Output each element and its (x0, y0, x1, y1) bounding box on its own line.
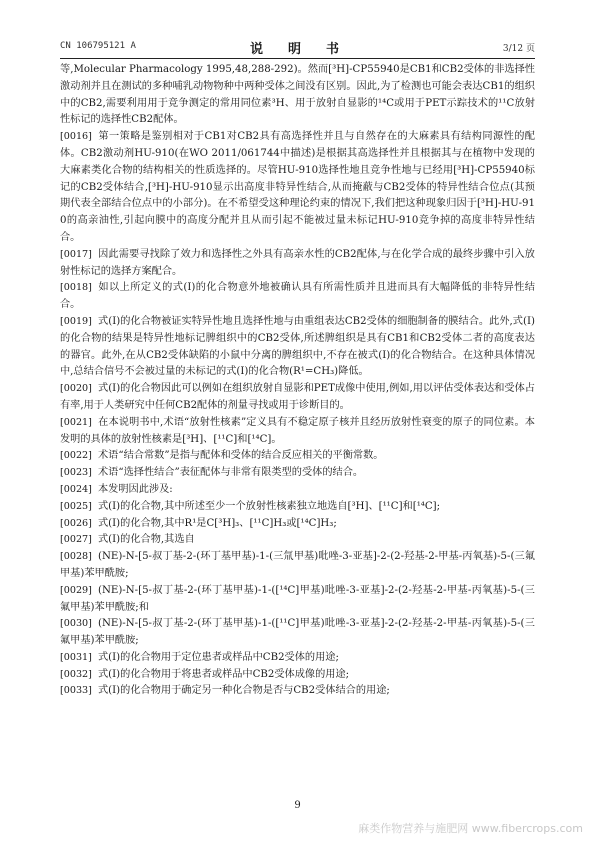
paragraph-text: 式(I)的化合物,其中R¹是C[³H]₃、[¹¹C]H₃或[¹⁴C]H₃; (98, 517, 337, 529)
watermark: 麻类作物营养与施肥网 www.fibercrops.com (358, 822, 583, 835)
paragraph-text: 式(I)的化合物因此可以例如在组织放射自显影和PET成像中使用,例如,用以评估受体表达和受体占有率,用于人类研究中任何CB2配体的剂量寻找或用于诊断目的。 (60, 383, 535, 411)
paragraph-text: 式(I)的化合物用于将患者或样品中CB2受体成像的用途; (98, 668, 350, 680)
paragraph (60, 448, 535, 465)
paragraph-number: [0016] (60, 131, 92, 143)
paragraph-number: [0018] (60, 282, 92, 294)
paragraph-number: [0022] (60, 450, 92, 462)
paragraph (60, 62, 535, 129)
paragraph-text: 术语“结合常数”是指与配体和受体的结合反应相关的平衡常数。 (98, 450, 384, 462)
paragraph-text: 术语“选择性结合”表征配体与非常有限类型的受体的结合。 (98, 467, 364, 479)
paragraph-number: [0026] (60, 517, 92, 529)
paragraph-text: (NE)-N-[5-叔丁基-2-(环丁基甲基)-1-([¹¹C]甲基)吡唑-3-亚基]-2-(2-羟基-2-甲基-丙氧基)-5-(三氟甲基)苯甲酰胺; (60, 618, 535, 647)
document-body (60, 62, 535, 700)
paragraph (60, 583, 535, 617)
paragraph-number: [0021] (60, 416, 92, 428)
paragraph-number: [0020] (60, 383, 92, 395)
paragraph-text: (NE)-N-[5-叔丁基-2-(环丁基甲基)-1-([¹⁴C]甲基)吡唑-3-亚基]-2-(2-羟基-2-甲基-丙氧基)-5-(三氟甲基)苯甲酰胺;和 (60, 584, 535, 613)
paragraph-number: [0025] (60, 500, 92, 512)
paragraph (60, 616, 535, 650)
paragraph-text: 如以上所定义的式(I)的化合物意外地被确认具有所需性质并且进而具有大幅降低的非特异性结合。 (60, 282, 535, 311)
header-rule (60, 58, 535, 59)
document-title: 说 明 书 (249, 42, 345, 57)
paragraph-text: 因此需要寻找除了效力和选择性之外具有高亲水性的CB2配体,与在化学合成的最终步骤中引入放射性标记的选择方案配合。 (60, 248, 535, 277)
paragraph (60, 667, 535, 684)
paragraph-text: 等,Molecular Pharmacology 1995,48,288-292)。然而[³H]-CP55940是CB1和CB2受体的非选择性激动剂并且在测试的多种哺乳动物物种中两种受体之间没有区别。因此,为了检测也可能会表达CB1的组织中的CB2,需要利用用于竞争测定的常用同位素³H、用于放射自显影的¹⁴C或用于PET示踪技术的¹¹C放射性标记的选择性CB2配体。 (60, 64, 535, 126)
page-number: 9 (294, 800, 301, 811)
paragraph (60, 280, 535, 314)
paragraph (60, 415, 535, 449)
document-number: CN 106795121 A (60, 41, 136, 51)
paragraph-number: [0027] (60, 534, 92, 546)
page-info: 3/12 页 (502, 44, 535, 54)
paragraph-number: [0028] (60, 551, 92, 563)
paragraph (60, 650, 535, 667)
paragraph-number: [0032] (60, 668, 92, 680)
paragraph-number: [0023] (60, 467, 92, 479)
paragraph (60, 129, 535, 247)
paragraph-number: [0024] (60, 483, 92, 495)
paragraph (60, 532, 535, 549)
paragraph (60, 499, 535, 516)
paragraph (60, 482, 535, 499)
paragraph-number: [0019] (60, 315, 92, 327)
paragraph (60, 683, 535, 700)
paragraph-number: [0033] (60, 685, 92, 697)
paragraph-text: 本发明因此涉及: (98, 483, 173, 495)
paragraph-text: 式(I)的化合物被证实特异性地且选择性地与由重组表达CB2受体的细胞制备的膜结合。此外,式(I)的化合物的结果是特异性地标记脾组织中的CB2受体,所述脾组织是具有CB1和CB2受体二者的高度表达的器官。此外,在从CB2受体缺陷的小鼠中分离的脾组织中,不存在被式(I)的化合物结合。在这种具体情况中,总结合信号不会被过量的未标记的式(I)的化合物(R¹=CH₃)降低。 (60, 315, 535, 378)
paragraph (60, 247, 535, 281)
paragraph-text: (NE)-N-[5-叔丁基-2-(环丁基甲基)-1-(三氚甲基)吡唑-3-亚基]-2-(2-羟基-2-甲基-丙氧基)-5-(三氟甲基)苯甲酰胺; (60, 551, 535, 579)
paragraph (60, 465, 535, 482)
paragraph-text: 式(I)的化合物用于确定另一种化合物是否与CB2受体结合的用途; (98, 685, 390, 697)
paragraph-number: [0029] (60, 584, 92, 596)
paragraph-text: 式(I)的化合物,其中所述至少一个放射性核素独立地选自[³H]、[¹¹C]和[¹⁴C]; (98, 500, 441, 512)
paragraph (60, 516, 535, 533)
paragraph-text: 式(I)的化合物,其选自 (98, 534, 195, 546)
paragraph (60, 314, 535, 381)
paragraph-text: 式(I)的化合物用于定位患者或样品中CB2受体的用途; (98, 651, 339, 663)
paragraph (60, 381, 535, 415)
paragraph-number: [0030] (60, 618, 92, 630)
paragraph-number: [0031] (60, 651, 92, 663)
paragraph-text: 在本说明书中,术语“放射性核素”定义具有不稳定原子核并且经历放射性衰变的原子的同位素。本发明的具体的放射性核素是[³H]、[¹¹C]和[¹⁴C]。 (60, 416, 535, 445)
paragraph-number: [0017] (60, 248, 92, 260)
page-header (60, 38, 535, 56)
paragraph (60, 549, 535, 583)
paragraph-text: 第一策略是鉴别相对于CB1对CB2具有高选择性并且与自然存在的大麻素具有结构同源性的配体。CB2激动剂HU-910(在WO 2011/061744中描述)是根据其高选择性并且根据其与在植物中发现的大麻素类化合物的结构相关的性质选择的。尽管HU-910选择性地且竞争性地与已经用[³H]-CP55940标记的CB2受体结合,[³H]-HU-910显示出高度非特异性结合,从而掩蔽与CB2受体的特异性结合位点(其预期代表全部结合位点中的小部分)。在不希望受这种理论约束的情况下,我们把这种现象归因于[³H]-HU-910的高亲油性,引起向膜中的高度分配并且从而引起不能被过量未标记HU-910竞争掉的高度非特异性结合。 (60, 131, 535, 243)
